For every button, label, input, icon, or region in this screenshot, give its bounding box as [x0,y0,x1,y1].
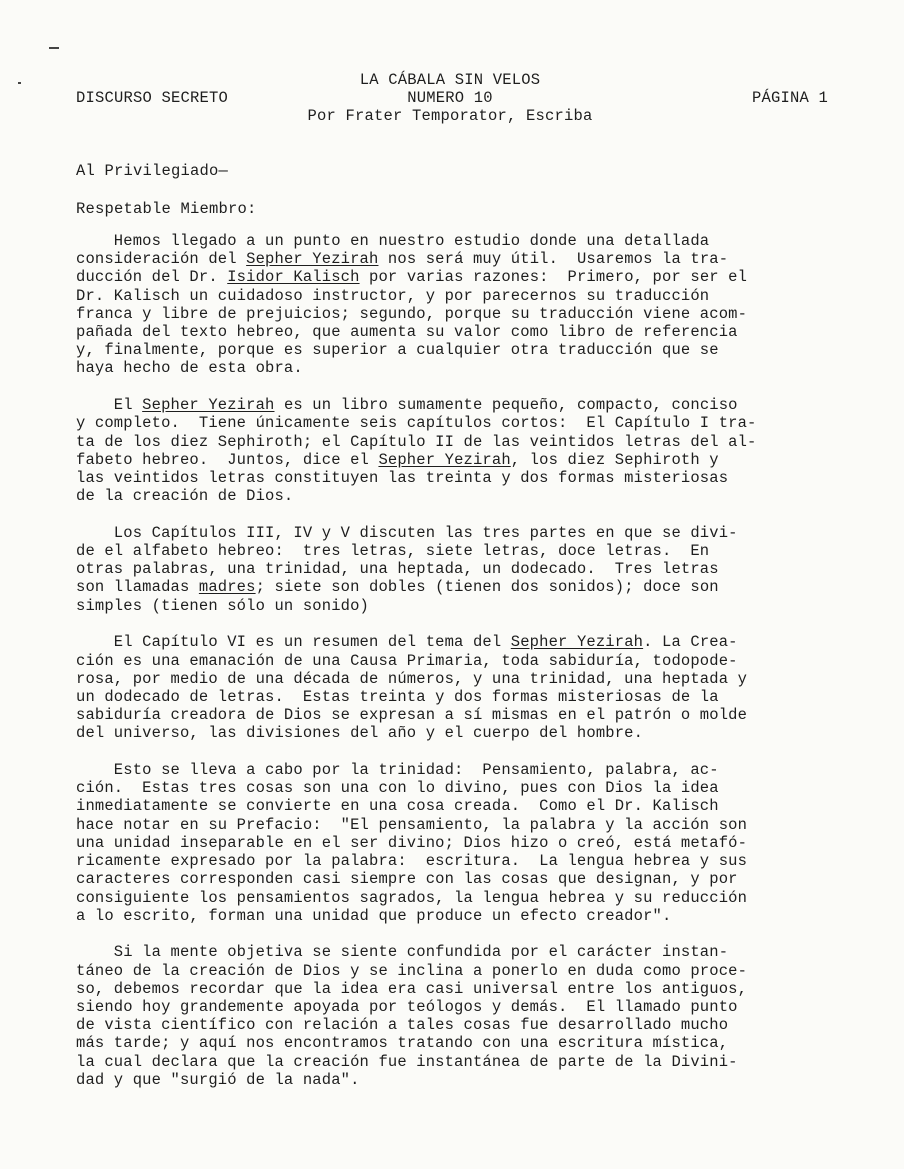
paragraph-1 [76,232,842,378]
author-name: Isidor Kalisch [227,268,360,287]
paragraph-2 [76,396,842,505]
text-line: otras palabras, una trinidad, una heptada, un dodecado. Tres letras [76,560,719,579]
text-line: a lo escrito, forman una unidad que produce un efecto creador". [76,906,672,925]
text-line: sabiduría creadora de Dios se expresan a sí mismas en el patrón o molde [76,706,748,725]
text-line: consideración del Sepher Yezirah nos será muy útil. Usaremos la tra- [76,250,729,269]
text-line: fabeto hebreo. Juntos, dice el Sepher Yezirah, los diez Sephiroth y [76,450,719,469]
text-line: y, finalmente, porque es superior a cualquier otra traducción que se [76,341,719,360]
text-line: ta de los diez Sephiroth; el Capítulo II de las veintidos letras del al- [76,432,757,451]
letter-body [76,232,842,1108]
text-line: haya hecho de esta obra. [76,359,303,378]
text-line: ción es una emanación de una Causa Primaria, toda sabiduría, todopode- [76,651,738,670]
text-line: simples (tienen sólo un sonido) [76,596,369,615]
text-line: ducción del Dr. Isidor Kalisch por varias razones: Primero, por ser el [76,268,748,287]
book-title: Sepher Yezirah [378,450,511,469]
text-line: más tarde; y aquí nos encontramos tratando con una escritura mística, [76,1034,729,1053]
text-line: táneo de la creación de Dios y se inclina a ponerlo en duda como proce- [76,961,748,980]
text-line: consiguiente los pensamientos sagrados, la lengua hebrea y su reducción [76,888,748,907]
text-line: caracteres corresponden casi siempre con las cosas que designan, y por [76,870,738,889]
text-line: y completo. Tiene únicamente seis capítulos cortos: El Capítulo I tra- [76,414,757,433]
document-title: LA CÁBALA SIN VELOS [359,71,541,89]
text-line: inmediatamente se convierte en una cosa creada. Como el Dr. Kalisch [76,797,719,816]
text-line: so, debemos recordar que la idea era casi universal entre los antiguos, [76,979,748,998]
text-line: Si la mente objetiva se siente confundida por el carácter instan- [76,943,729,962]
text-line: Dr. Kalisch un cuidadoso instructor, y por parecernos su traducción [76,286,710,305]
text-line: de vista científico con relación a tales cosas fue desarrollado mucho [76,1016,729,1035]
scan-mark-top [49,47,59,49]
text-line: de el alfabeto hebreo: tres letras, siete letras, doce letras. En [76,542,710,561]
scan-mark-left [18,82,21,84]
greeting-line-1: Al Privilegiado— [76,162,229,180]
book-title: Sepher Yezirah [510,633,644,652]
book-title: Sepher Yezirah [246,250,379,269]
text-line: El Sepher Yezirah es un libro sumamente pequeño, compacto, conciso [76,396,738,415]
book-title: Sepher Yezirah [142,396,275,415]
paragraph-6 [76,943,842,1089]
text-line: Los Capítulos III, IV y V discuten las tres partes en que se divi- [76,523,738,542]
text-line: son llamadas madres; siete son dobles (tienen dos sonidos); doce son [76,578,719,597]
emphasized-term: madres [198,578,256,597]
author-line: Por Frater Temporator, Escriba [307,107,593,125]
header-title-block [240,71,660,125]
text-line: Hemos llegado a un punto en nuestro estudio donde una detallada [76,232,710,250]
text-line: rosa, por medio de una década de números, y una trinidad, una heptada y [76,669,748,688]
text-line: la cual declara que la creación fue instantánea de parte de la Divini- [76,1052,738,1071]
greeting-line-2: Respetable Miembro: [76,200,257,218]
paragraph-5 [76,761,842,925]
text-line: las veintidos letras constituyen las treinta y dos formas misteriosas [76,468,729,487]
text-line: ricamente expresado por la palabra: escritura. La lengua hebrea y sus [76,852,748,871]
text-line: El Capítulo VI es un resumen del tema del Sepher Yezirah. La Crea- [76,633,738,652]
paragraph-3 [76,524,842,615]
header-section-label: DISCURSO SECRETO [76,89,229,107]
text-line: Esto se lleva a cabo por la trinidad: Pensamiento, palabra, ac- [76,761,719,780]
issue-number: NUMERO 10 [407,89,493,107]
text-line: de la creación de Dios. [76,487,294,506]
text-line: siendo hoy grandemente apoyada por teólogos y demás. El llamado punto [76,998,738,1017]
text-line: del universo, las divisiones del año y el cuerpo del hombre. [76,724,644,743]
text-line: una unidad inseparable en el ser divino; Dios hizo o creó, está metafó- [76,833,748,852]
text-line: ción. Estas tres cosas son una con lo divino, pues con Dios la idea [76,779,719,798]
text-line: pañada del texto hebreo, que aumenta su valor como libro de referencia [76,323,738,342]
text-line: un dodecado de letras. Estas treinta y dos formas misteriosas de la [76,687,719,706]
text-line: hace notar en su Prefacio: "El pensamiento, la palabra y la acción son [76,815,748,834]
paragraph-4 [76,633,842,742]
page-number: PÁGINA 1 [752,89,829,107]
text-line: franca y libre de prejuicios; segundo, porque su traducción viene acom- [76,304,748,323]
text-line: dad y que "surgió de la nada". [76,1070,360,1089]
